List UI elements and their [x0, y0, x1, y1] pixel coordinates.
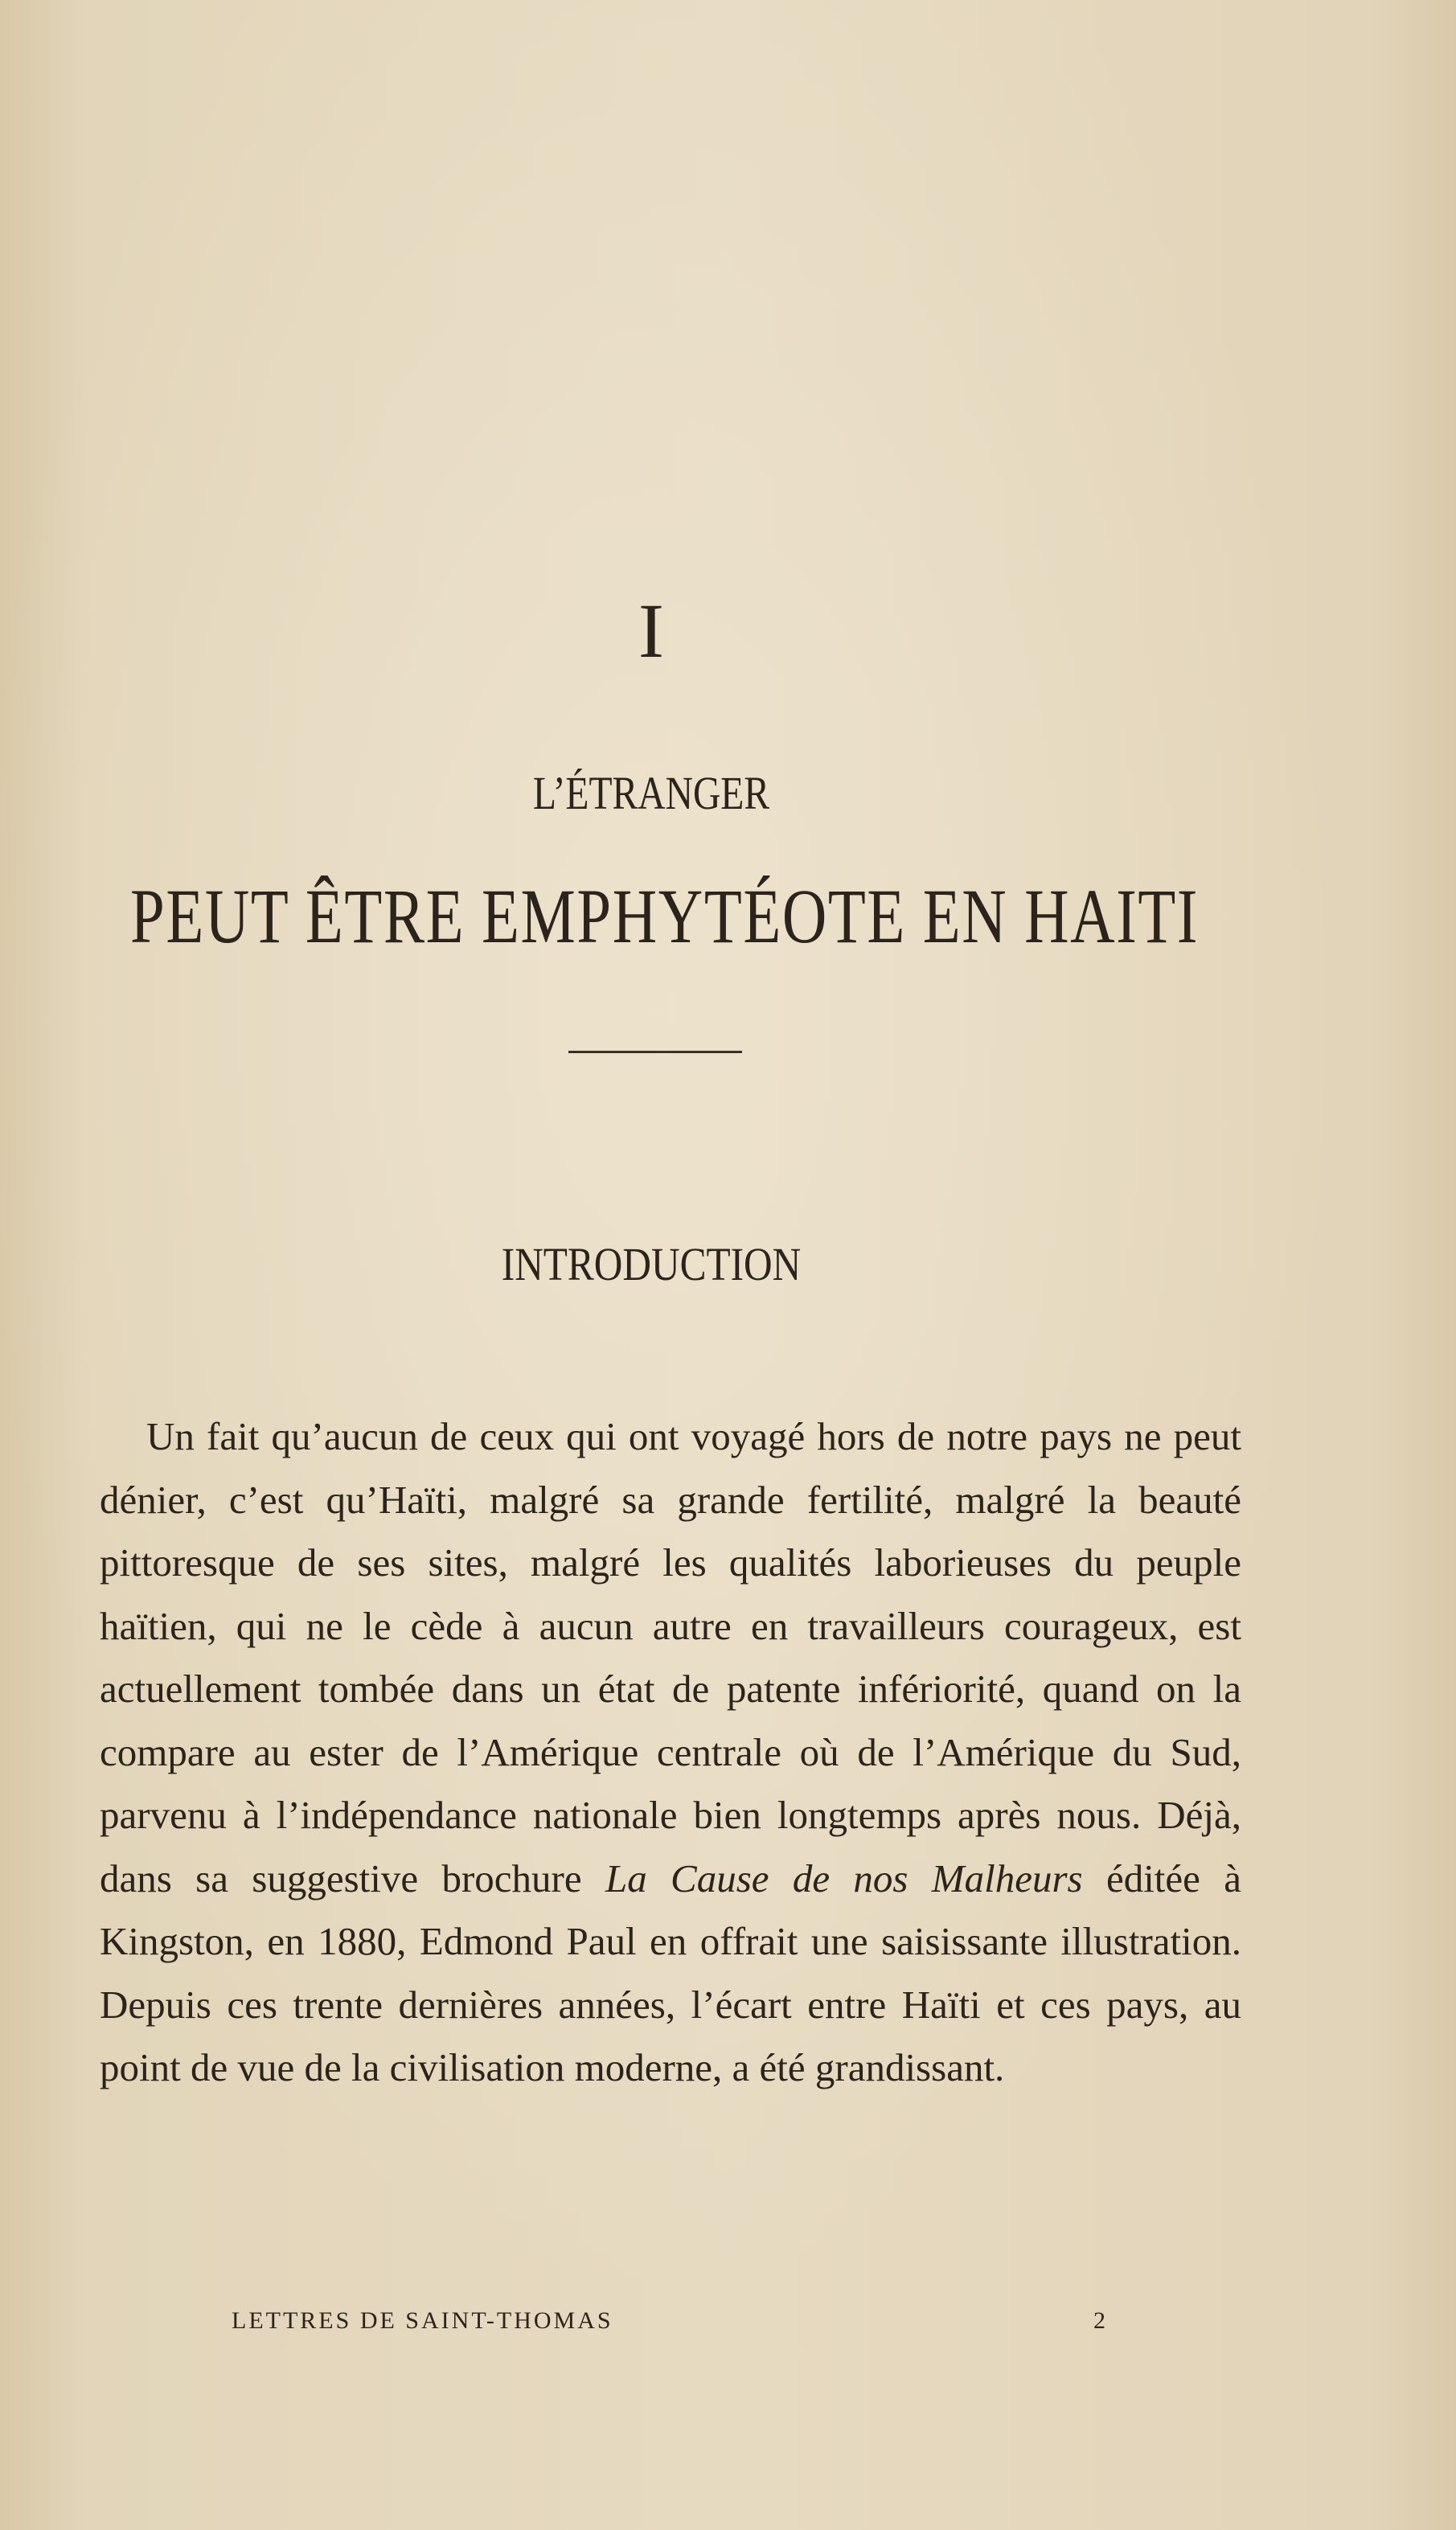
chapter-kicker: L’ÉTRANGER: [532, 767, 770, 819]
signature-mark: 2: [1093, 2307, 1108, 2334]
body-text-part-2: éditée à Kingston, en 1880, Edmond Paul en offrait une saisissante illustration. Depuis ces trente dernières années, l’écart entre Haïti et ces pays, au point de vue de la civilisation moderne, a été grandissant.: [100, 1855, 1241, 2089]
running-title: LETTRES DE SAINT-THOMAS: [232, 2307, 613, 2334]
chapter-numeral: I: [638, 588, 664, 674]
title-rule: [568, 1051, 742, 1053]
body-paragraph: [100, 1405, 1241, 2100]
brochure-title: La Cause de nos Malheurs: [605, 1855, 1083, 1901]
chapter-title: PEUT ÊTRE EMPHYTÉOTE EN HAITI: [130, 873, 1200, 959]
section-heading: INTRODUCTION: [501, 1238, 802, 1290]
body-text-part-1: Un fait qu’aucun de ceux qui ont voyagé hors de notre pays ne peut dénier, c’est qu’Haïti, malgré sa grande fertilité, malgré la beauté pittoresque de ses sites, malgré les qualités laborieuses du peuple haïtien, qui ne le cède à aucun autre en travailleurs courageux, est actuellement tombée dans un état de patente infériorité, quand on la compare au ester de l’Amérique centrale où de l’Amérique du Sud, parvenu à l’indépendance nationale bien longtemps après nous. Déjà, dans sa suggestive brochure: [100, 1414, 1241, 1901]
page-footer: [232, 2307, 1108, 2348]
